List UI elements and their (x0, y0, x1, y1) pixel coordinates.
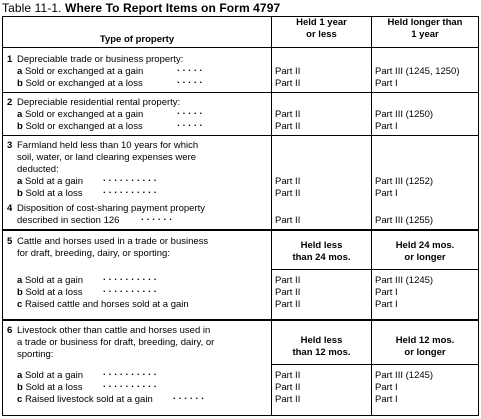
header-long-term-line2: 1 year (411, 29, 439, 40)
long-term-part: Part III (1255) (375, 215, 434, 226)
section-rule (3, 229, 478, 231)
subheader-short-term-line2: than 12 mos. (292, 347, 351, 358)
dot-leader: .......... (103, 272, 160, 283)
table-caption (2, 1, 280, 15)
item-row-label: a Sold at a gain (17, 275, 84, 286)
row-rule (3, 92, 478, 93)
long-term-part: Part III (1252) (375, 176, 434, 187)
long-term-part: Part III (1245) (375, 275, 434, 286)
dot-leader: ...... (173, 391, 207, 402)
item-row-label: c Raised livestock sold at a gain (17, 394, 153, 405)
item-description: deducted: (17, 164, 59, 175)
item-number: 5 (7, 236, 13, 247)
item-description: Disposition of cost-sharing payment property (17, 203, 205, 214)
short-term-part: Part II (275, 287, 301, 298)
short-term-part: Part II (275, 299, 301, 310)
item-description: Farmland held less than 10 years for which (17, 140, 199, 151)
dot-leader: ..... (177, 75, 206, 86)
table-number: Table 11-1. (2, 1, 62, 15)
long-term-part: Part III (1245) (375, 370, 434, 381)
item-description: Depreciable residential rental property: (17, 97, 181, 108)
long-term-part: Part III (1250) (375, 109, 434, 120)
item-row-label: b Sold at a loss (17, 382, 83, 393)
item-row-label: b Sold at a loss (17, 188, 83, 199)
item-number: 6 (7, 325, 13, 336)
dot-leader: .......... (103, 185, 160, 196)
short-term-part: Part II (275, 176, 301, 187)
long-term-part: Part I (375, 78, 398, 89)
item-row-label: b Sold or exchanged at a loss (17, 121, 143, 132)
item-description: a trade or business for draft, breeding, dairy, or (17, 337, 215, 348)
item-description: for draft, breeding, dairy, or sporting: (17, 248, 170, 259)
item-number: 2 (7, 97, 13, 108)
short-term-part: Part II (275, 109, 301, 120)
item-row-label: a Sold or exchanged at a gain (17, 66, 144, 77)
long-term-part: Part I (375, 299, 398, 310)
header-type-of-property: Type of property (99, 34, 175, 45)
long-term-part: Part I (375, 121, 398, 132)
short-term-part: Part II (275, 66, 301, 77)
item-row-label: a Sold at a gain (17, 176, 84, 187)
item-description: Cattle and horses used in a trade or business (17, 236, 209, 247)
subheader-rule (271, 364, 478, 365)
subheader-long-term-line1: Held 12 mos. (395, 335, 455, 346)
short-term-part: Part II (275, 275, 301, 286)
item-row-label: b Sold at a loss (17, 287, 83, 298)
header-rule (3, 47, 478, 48)
item-description: Livestock other than cattle and horses used in (17, 325, 211, 336)
row-rule (3, 135, 478, 136)
header-short-term-line2: or less (306, 29, 337, 40)
long-term-part: Part III (1245, 1250) (375, 66, 460, 77)
dot-leader: .......... (103, 367, 160, 378)
dot-leader: ..... (177, 106, 206, 117)
item-number: 1 (7, 54, 13, 65)
subheader-long-term-line2: or longer (404, 347, 446, 358)
subheader-short-term-line1: Held less (300, 335, 343, 346)
short-term-part: Part II (275, 78, 301, 89)
item-number: 3 (7, 140, 13, 151)
dot-leader: .......... (103, 379, 160, 390)
item-row-label: a Sold at a gain (17, 370, 84, 381)
long-term-part: Part I (375, 382, 398, 393)
short-term-part: Part II (275, 382, 301, 393)
subheader-long-term-line2: or longer (404, 252, 446, 263)
short-term-part: Part II (275, 394, 301, 405)
report-items-table (2, 16, 479, 416)
item-description: Depreciable trade or business property: (17, 54, 184, 65)
long-term-part: Part I (375, 287, 398, 298)
short-term-part: Part II (275, 215, 301, 226)
dot-leader: ...... (141, 212, 175, 223)
long-term-part: Part I (375, 188, 398, 199)
subheader-long-term-line1: Held 24 mos. (395, 240, 455, 251)
subheader-short-term-line2: than 24 mos. (292, 252, 351, 263)
item-row-label: b Sold or exchanged at a loss (17, 78, 143, 89)
header-short-term-line1: Held 1 year (296, 17, 347, 28)
dot-leader: ..... (177, 118, 206, 129)
section-rule (3, 319, 478, 321)
short-term-part: Part II (275, 121, 301, 132)
long-term-part: Part I (375, 394, 398, 405)
item-row-label: c Raised cattle and horses sold at a gain (17, 299, 189, 310)
subheader-short-term-line1: Held less (300, 240, 343, 251)
item-description: sporting: (17, 349, 54, 360)
dot-leader: .......... (103, 284, 160, 295)
item-row-label: a Sold or exchanged at a gain (17, 109, 144, 120)
dot-leader: .......... (103, 173, 160, 184)
short-term-part: Part II (275, 188, 301, 199)
item-description: described in section 126 (17, 215, 120, 226)
subheader-rule (271, 269, 478, 270)
short-term-part: Part II (275, 370, 301, 381)
header-long-term-line1: Held longer than (387, 17, 463, 28)
item-description: soil, water, or land clearing expenses were (17, 152, 197, 163)
item-number: 4 (7, 203, 13, 214)
table-title: Where To Report Items on Form 4797 (65, 1, 281, 15)
dot-leader: ..... (177, 63, 206, 74)
